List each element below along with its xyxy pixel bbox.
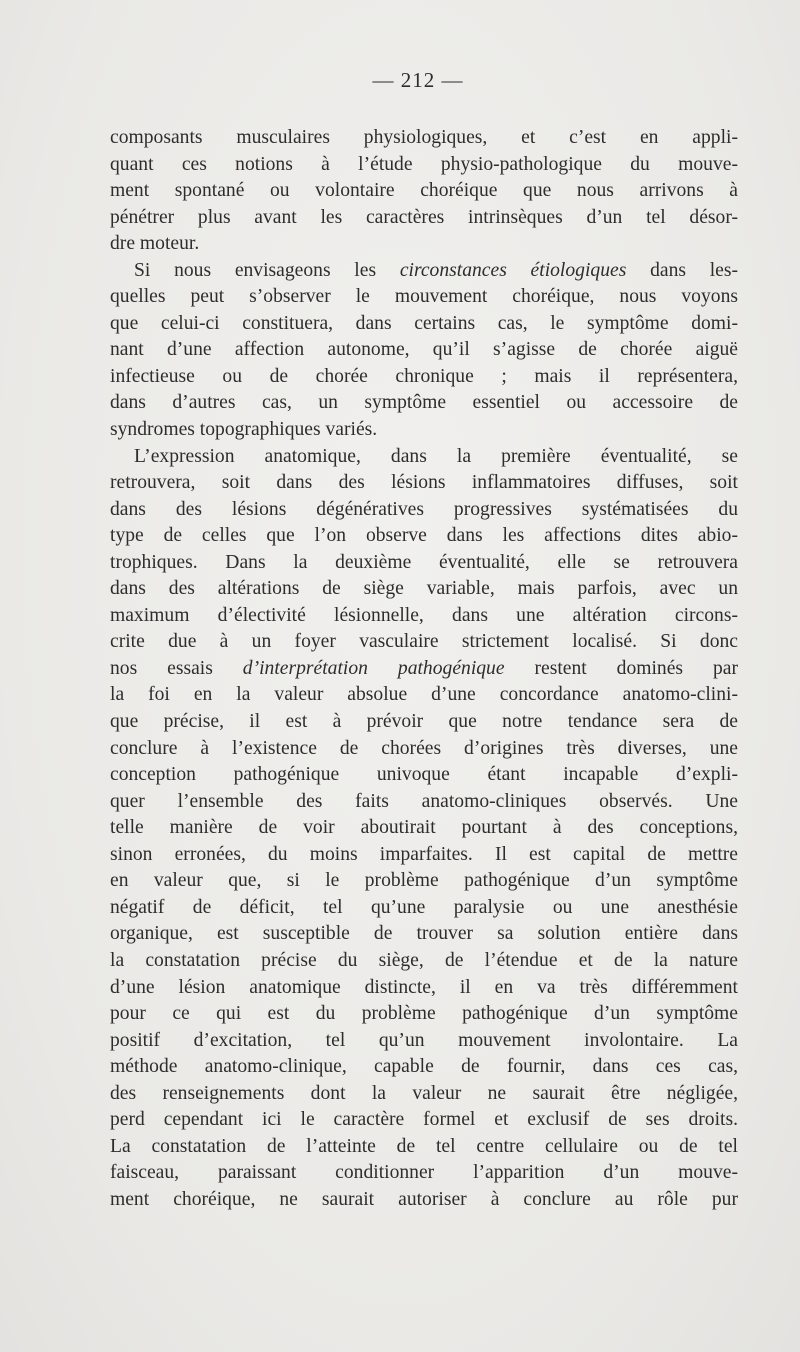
- text-segment: nos essais: [110, 657, 243, 679]
- text-line: des renseignements dont la valeur ne saurait être négligée,: [110, 1082, 738, 1104]
- text-line: telle manière de voir aboutirait pourtant à des conceptions,: [110, 817, 738, 839]
- text-line: type de celles que l’on observe dans les affections dites abio-: [110, 525, 738, 547]
- text-line: composants musculaires physiologiques, et c’est en appli-: [110, 127, 738, 148]
- body-text: [110, 125, 738, 1213]
- paragraph-3: [110, 444, 738, 1214]
- text-line: en valeur que, si le problème pathogénique d’un symptôme: [110, 870, 738, 892]
- text-line: perd cependant ici le caractère formel et exclusif de ses droits.: [110, 1109, 738, 1131]
- text-line: trophiques. Dans la deuxième éventualité, elle se retrouvera: [110, 551, 738, 573]
- text-line: maximum d’électivité lésionnelle, dans une altération circons-: [110, 604, 738, 626]
- text-line: ment spontané ou volontaire choréique que nous arrivons à: [110, 180, 738, 202]
- text-line: crite due à un foyer vasculaire strictement localisé. Si donc: [110, 631, 738, 653]
- text-line: [110, 656, 738, 683]
- text-line: conception pathogénique univoque étant incapable d’expli-: [110, 764, 738, 786]
- italic-phrase: d’interprétation pathogénique: [242, 657, 505, 679]
- italic-phrase: circonstances étiologiques: [399, 259, 627, 281]
- text-line: dans des lésions dégénératives progressives systématisées du: [110, 498, 738, 520]
- text-line: ment choréique, ne saurait autoriser à conclure au rôle pur: [110, 1188, 738, 1210]
- text-line: sinon erronées, du moins imparfaites. Il est capital de mettre: [110, 843, 738, 865]
- text-segment: Si nous envisageons les: [134, 259, 400, 281]
- text-line: pour ce qui est du problème pathogénique d’un symptôme: [110, 1003, 738, 1025]
- text-line: conclure à l’existence de chorées d’origines très diverses, une: [110, 737, 738, 759]
- text-line: [110, 258, 738, 285]
- text-line: nant d’une affection autonome, qu’il s’agisse de chorée aiguë: [110, 339, 738, 361]
- text-line: organique, est susceptible de trouver sa solution entière dans: [110, 923, 738, 945]
- paragraph-1: [110, 125, 738, 258]
- text-line: quer l’ensemble des faits anatomo-cliniques observés. Une: [110, 790, 738, 812]
- text-line: quant ces notions à l’étude physio-pathologique du mouve-: [110, 153, 738, 175]
- text-line: méthode anatomo-clinique, capable de fournir, dans ces cas,: [110, 1056, 738, 1078]
- text-line: la foi en la valeur absolue d’une concordance anatomo-clini-: [110, 684, 738, 706]
- text-line: syndromes topographiques variés.: [110, 419, 378, 441]
- text-line: L’expression anatomique, dans la première éventualité, se: [134, 445, 738, 467]
- text-segment: restent dominés par: [504, 657, 738, 679]
- text-line: dans des altérations de siège variable, mais parfois, avec un: [110, 578, 738, 600]
- text-line: infectieuse ou de chorée chronique ; mais il représentera,: [110, 365, 738, 387]
- page-number: — 212 —: [372, 68, 464, 92]
- text-line: faisceau, paraissant conditionner l’apparition d’un mouve-: [110, 1162, 738, 1184]
- text-line: négatif de déficit, tel qu’une paralysie ou une anesthésie: [110, 896, 738, 918]
- text-line: retrouvera, soit dans des lésions inflammatoires diffuses, soit: [110, 472, 738, 494]
- text-line: La constatation de l’atteinte de tel centre cellulaire ou de tel: [110, 1135, 738, 1157]
- text-line: la constatation précise du siège, de l’étendue et de la nature: [110, 949, 738, 971]
- text-line: d’une lésion anatomique distincte, il en va très différemment: [110, 976, 738, 998]
- text-line: dre moteur.: [110, 233, 200, 255]
- text-segment: dans les-: [626, 259, 739, 281]
- text-line: que précise, il est à prévoir que notre tendance sera de: [110, 711, 738, 733]
- text-line: pénétrer plus avant les caractères intrinsèques d’un tel désor-: [110, 206, 738, 228]
- text-line: positif d’excitation, tel qu’un mouvement involontaire. La: [110, 1029, 738, 1051]
- paragraph-2: [110, 258, 738, 444]
- text-line: que celui-ci constituera, dans certains cas, le symptôme domi-: [110, 312, 738, 334]
- text-line: dans d’autres cas, un symptôme essentiel ou accessoire de: [110, 392, 738, 414]
- text-line: quelles peut s’observer le mouvement choréique, nous voyons: [110, 286, 738, 308]
